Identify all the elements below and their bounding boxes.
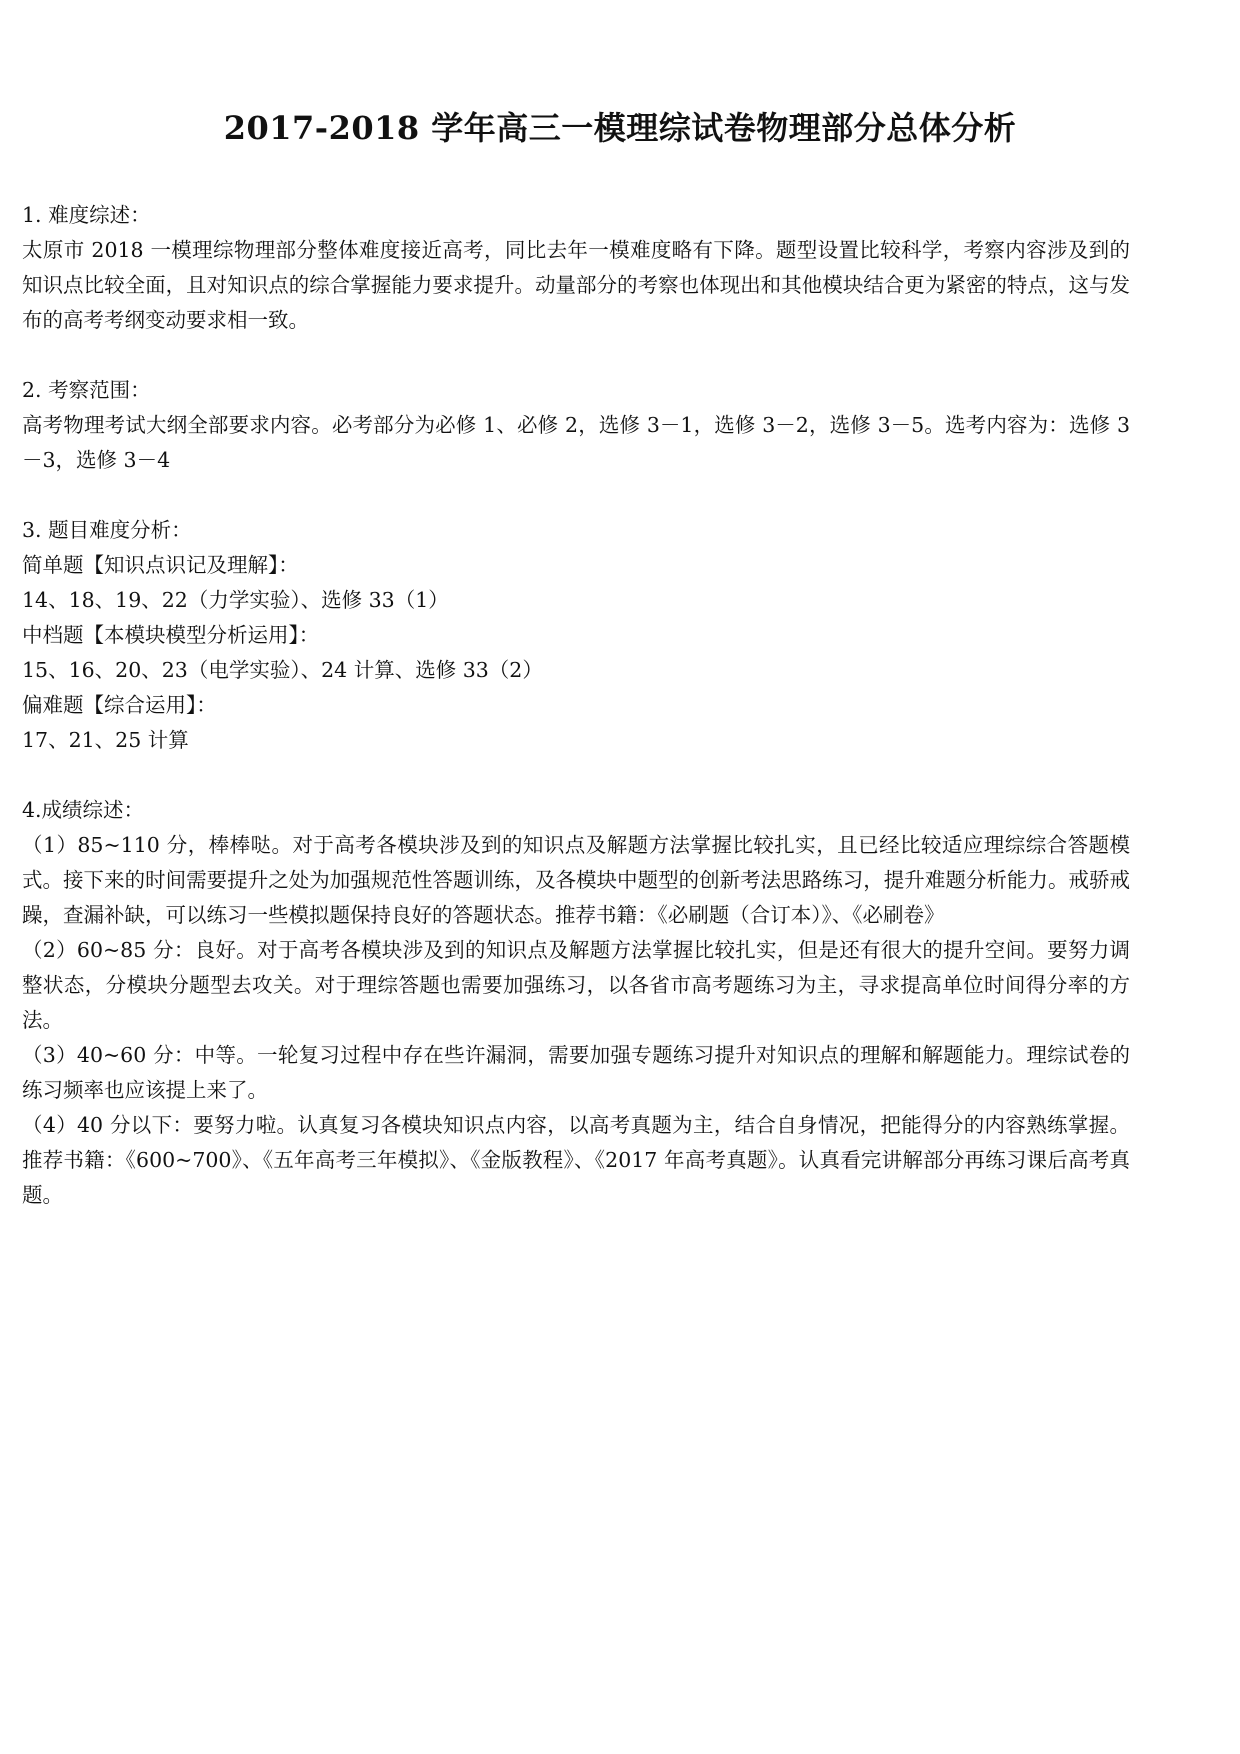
score-band-paragraph: （1）85~110 分，棒棒哒。对于高考各模块涉及到的知识点及解题方法掌握比较扎实，且已经比较适应理综综合答题模式。接下来的时间需要提升之处为加强规范性答题训练，及各模块中题型的创新考法思路练习，提升难题分析能力。戒骄戒躁，查漏补缺，可以练习一些模拟题保持良好的答题状态。推荐书籍：《必刷题（合订本）》、《必刷卷》	[22, 833, 1130, 927]
section-spacer	[22, 758, 1130, 793]
section-heading: 1. 难度综述：	[22, 203, 151, 227]
section-heading: 2. 考察范围：	[22, 378, 151, 402]
section-difficulty-overview	[22, 198, 1130, 338]
section-spacer	[22, 338, 1130, 373]
section-exam-scope	[22, 373, 1130, 478]
difficulty-label-medium: 中档题【本模块模型分析运用】：	[22, 623, 320, 647]
difficulty-items-easy: 14、18、19、22（力学实验）、选修 33（1）	[22, 588, 449, 612]
score-band-paragraph: （3）40~60 分：中等。一轮复习过程中存在些许漏洞，需要加强专题练习提升对知识点的理解和解题能力。理综试卷的练习频率也应该提上来了。	[22, 1043, 1130, 1102]
section-question-difficulty	[22, 513, 1130, 758]
score-band-paragraph: （4）40 分以下：要努力啦。认真复习各模块知识点内容，以高考真题为主，结合自身情况，把能得分的内容熟练掌握。推荐书籍：《600~700》、《五年高考三年模拟》、《金版教程》、《2017 年高考真题》。认真看完讲解部分再练习课后高考真题。	[22, 1113, 1130, 1207]
section-heading: 3. 题目难度分析：	[22, 518, 192, 542]
section-paragraph: 太原市 2018 一模理综物理部分整体难度接近高考，同比去年一模难度略有下降。题型设置比较科学，考察内容涉及到的知识点比较全面，且对知识点的综合掌握能力要求提升。动量部分的考察也体现出和其他模块结合更为紧密的特点，这与发布的高考考纲变动要求相一致。	[22, 238, 1130, 332]
difficulty-label-easy: 简单题【知识点识记及理解】：	[22, 553, 299, 577]
section-score-summary	[22, 793, 1130, 1213]
section-paragraph: 高考物理考试大纲全部要求内容。必考部分为必修 1、必修 2，选修 3－1，选修 3－2，选修 3－5。选考内容为：选修 3－3，选修 3－4	[22, 413, 1130, 472]
difficulty-items-hard: 17、21、25 计算	[22, 728, 189, 752]
section-spacer	[22, 478, 1130, 513]
score-band-paragraph: （2）60~85 分：良好。对于高考各模块涉及到的知识点及解题方法掌握比较扎实，但是还有很大的提升空间。要努力调整状态，分模块分题型去攻关。对于理综答题也需要加强练习，以各省市高考题练习为主，寻求提高单位时间得分率的方法。	[22, 938, 1130, 1032]
section-heading: 4.成绩综述：	[22, 798, 145, 822]
difficulty-label-hard: 偏难题【综合运用】：	[22, 693, 217, 717]
document-body	[22, 198, 1130, 1213]
document-title: 2017-2018 学年高三一模理综试卷物理部分总体分析	[223, 109, 1017, 147]
difficulty-items-medium: 15、16、20、23（电学实验）、24 计算、选修 33（2）	[22, 658, 543, 682]
